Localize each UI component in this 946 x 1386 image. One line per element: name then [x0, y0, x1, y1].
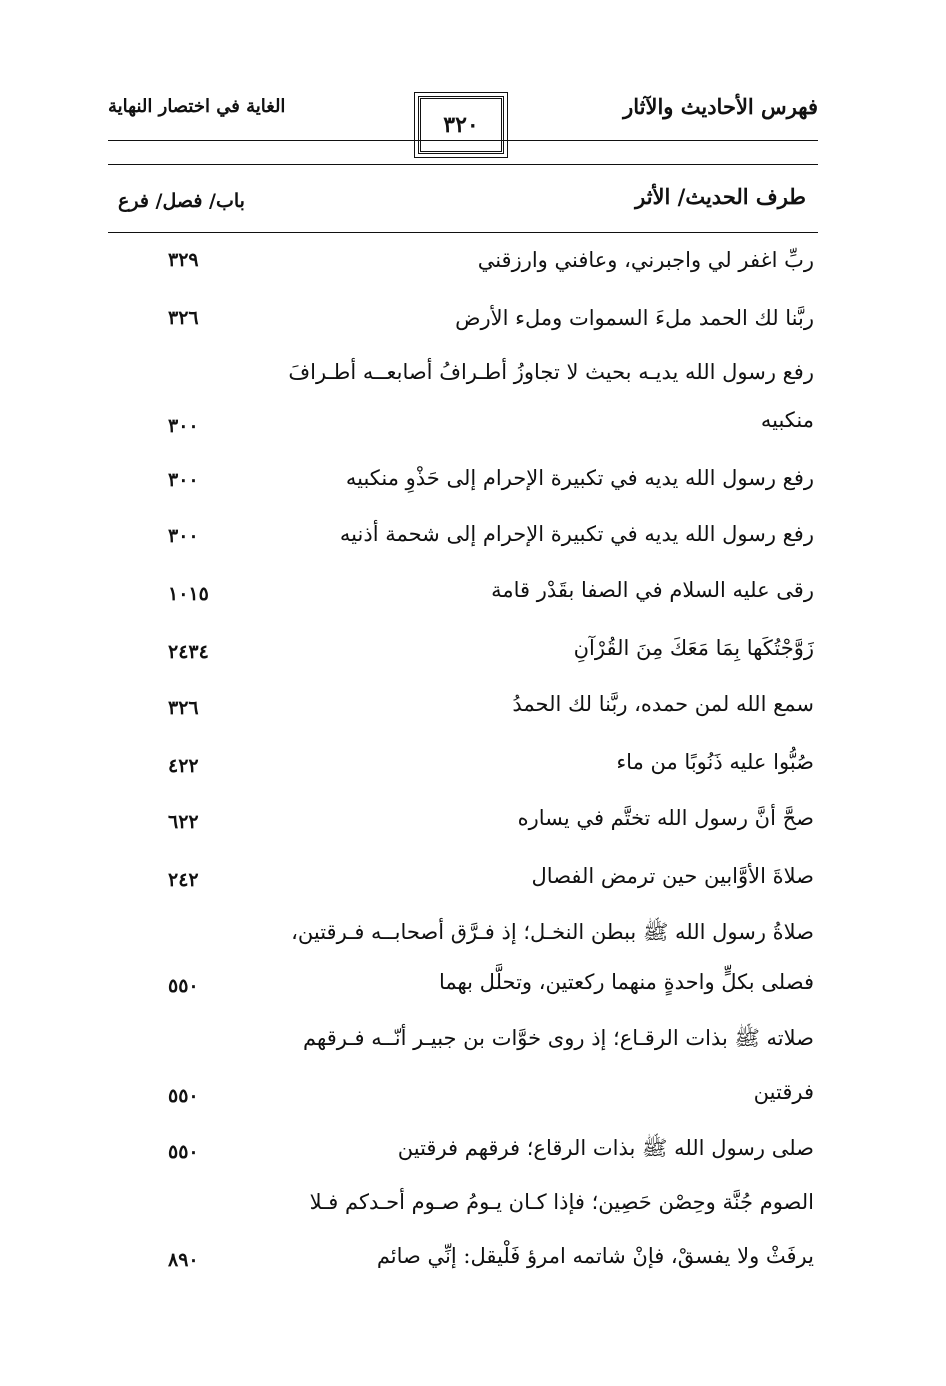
entry-text: رقى عليه السلام في الصفا بقَدْر قامة: [491, 578, 814, 602]
running-header-left: الغاية في اختصار النهاية: [108, 96, 286, 117]
entry-text: رفع رسول الله يديـه بحيث لا تجاوزُ أطـرافُ أصابعــه أطـرافَ: [288, 360, 814, 384]
entry-ref: ٤٢٢: [168, 755, 199, 777]
entry-text: الصوم جُنَّة وحِصْن حَصِين؛ فإذا كـان يـومُ صـوم أحـدكم فـلا: [309, 1190, 814, 1214]
entry-ref: ٥٥٠: [168, 1085, 199, 1107]
entry-text: زَوَّجْتُكَها بِمَا مَعَكَ مِنَ القُرْآنِ: [573, 636, 814, 660]
column-heading-rule: [108, 232, 818, 233]
entry-text: ربِّ اغفر لي واجبرني، وعافني وارزقني: [477, 248, 814, 272]
entry-ref: ٥٥٠: [168, 1141, 199, 1163]
column-heading-text: طرف الحديث/ الأثر: [635, 184, 806, 209]
entry-ref: ٥٥٠: [168, 975, 199, 997]
entry-text: صُبُّوا عليه ذَنُوبًا من ماء: [616, 750, 814, 774]
entry-ref: ٣٢٦: [168, 697, 199, 719]
page-number-frame: [418, 96, 504, 154]
entry-text-continuation: منكبيه: [760, 408, 814, 432]
entry-text-continuation: فصلى بكلٍّ واحدةٍ منهما ركعتين، وتحلَّل بهما: [438, 970, 814, 994]
column-heading-ref: باب/ فصل/ فرع: [118, 190, 245, 212]
entry-text: صلى رسول الله ﷺ بذات الرقاع؛ فرقهم فرقتين: [397, 1136, 814, 1160]
entry-text: صلاته ﷺ بذات الرقـاع؛ إذ روى خوَّات بن جبيـر أنّــه فـرقهم: [303, 1026, 814, 1050]
entry-text: صلاةُ رسول الله ﷺ ببطن النخـل؛ إذ فـرَّق أصحابــه فـرقتين،: [291, 920, 814, 944]
entry-text: رفع رسول الله يديه في تكبيرة الإحرام إلى حَذْوِ منكبيه: [345, 466, 814, 490]
entry-ref: ٨٩٠: [168, 1249, 199, 1271]
entry-ref: ٣٠٠: [168, 469, 199, 491]
entry-ref: ١٠١٥: [168, 583, 209, 605]
entry-ref: ٣٠٠: [168, 525, 199, 547]
entry-ref: ٣٢٦: [168, 307, 199, 329]
running-header-right: فهرس الأحاديث والآثار: [623, 94, 818, 119]
page-number: ٣٢٠: [443, 112, 479, 138]
entry-text-continuation: يرفَثْ ولا يفسقْ، فإنْ شاتمه امرؤ فَلْيقل: إنِّي صائم: [376, 1244, 814, 1268]
entry-text: رفع رسول الله يديه في تكبيرة الإحرام إلى شحمة أذنيه: [339, 522, 814, 546]
entry-text: صلاةَ الأوَّابين حين ترمض الفصال: [531, 864, 814, 888]
entry-ref: ٣٢٩: [168, 249, 199, 271]
entry-ref: ٢٤٣٤: [168, 641, 209, 663]
entry-ref: ٣٠٠: [168, 415, 199, 437]
entry-text-continuation: فرقتين: [753, 1080, 814, 1104]
entry-text: سمع الله لمن حمده، ربَّنا لك الحمدُ: [512, 692, 814, 716]
entry-ref: ٢٤٢: [168, 869, 199, 891]
header-rule-bottom: [108, 164, 818, 165]
entry-text: ربَّنا لك الحمد ملءَ السموات وملء الأرض: [455, 306, 814, 330]
entry-text: صحَّ أنَّ رسول الله تختَّم في يساره: [517, 806, 814, 830]
entry-ref: ٦٢٢: [168, 811, 199, 833]
header-rule-top: [108, 140, 818, 141]
